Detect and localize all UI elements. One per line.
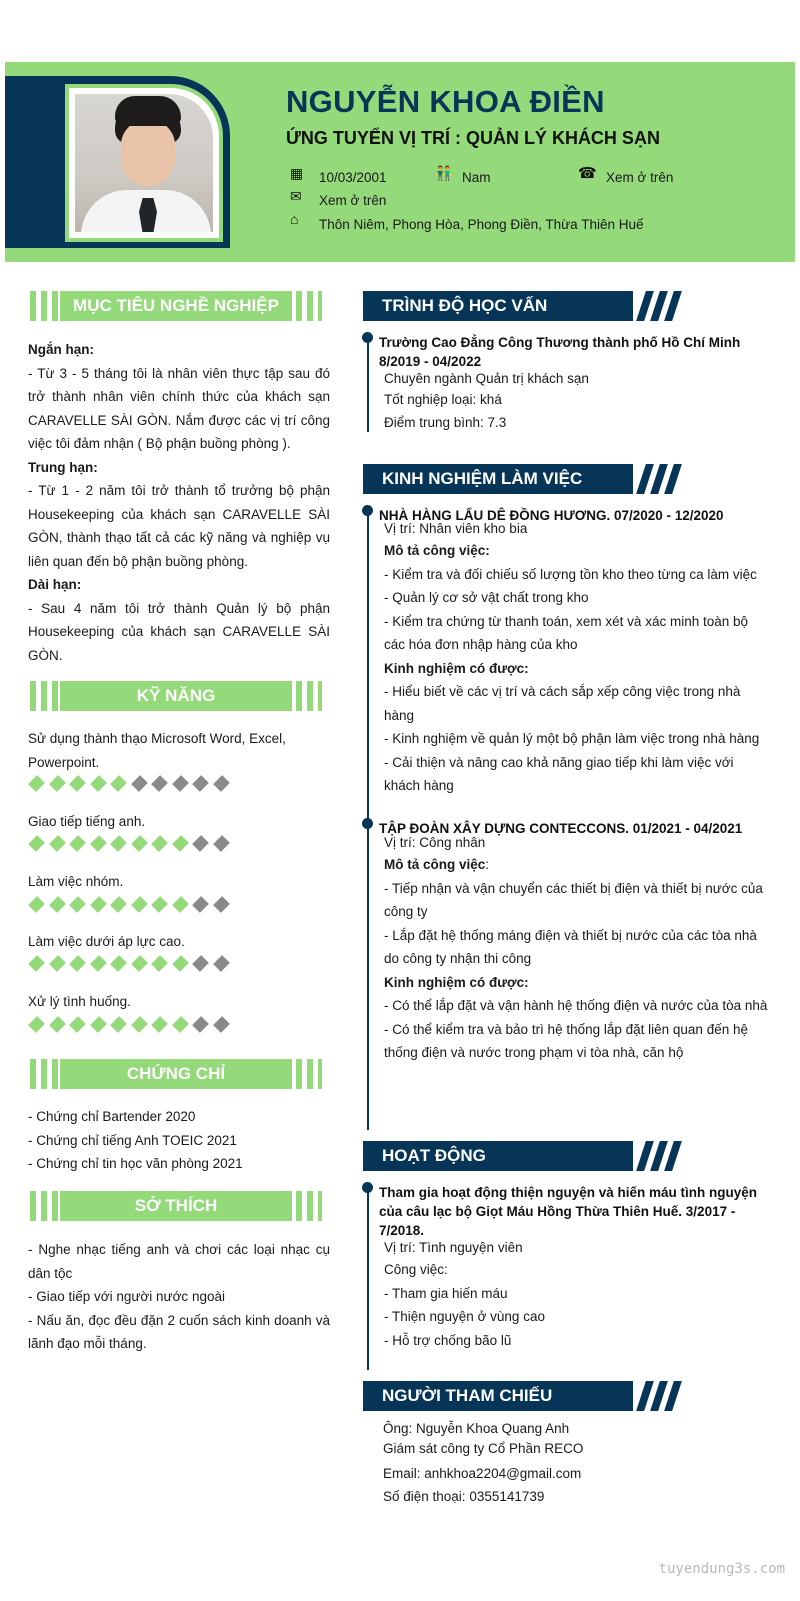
rating-diamond-filled <box>28 775 45 792</box>
list-item: - Chứng chỉ Bartender 2020 <box>28 1109 196 1124</box>
list-item: - Cải thiện và nâng cao khả năng giao tiếp khi làm việc với khách hàng <box>384 754 734 793</box>
profile-photo <box>75 94 213 232</box>
education-major: Chuyên ngành Quản trị khách sạn <box>384 371 589 386</box>
timeline-dot <box>362 818 373 829</box>
email: Xem ở trên <box>319 193 387 208</box>
rating-diamond-filled <box>131 835 148 852</box>
rating-diamond-empty <box>213 775 230 792</box>
rating-diamond-filled <box>49 775 66 792</box>
certificate-list <box>28 1105 330 1176</box>
section-header-reference <box>363 1381 687 1411</box>
list-item: - Có thể lắp đặt và vận hành hệ thống điện và nước của tòa nhà <box>384 998 768 1013</box>
rating-diamond-filled <box>172 955 189 972</box>
objective-short-label: Ngắn hạn: <box>28 342 94 357</box>
job-details <box>384 833 769 1065</box>
address: Thôn Niêm, Phong Hòa, Phong Điền, Thừa Thiên Huế <box>319 217 644 232</box>
education-school <box>379 333 764 371</box>
home-icon: ⌂ <box>290 211 299 227</box>
rating-diamond-empty <box>192 1016 209 1033</box>
rating-diamond-filled <box>49 896 66 913</box>
reference-name: Ông: Nguyễn Khoa Quang Anh <box>383 1421 570 1436</box>
rating-diamond-filled <box>69 775 86 792</box>
list-item: - Kiểm tra và đối chiếu số lượng tồn kho theo từng ca làm việc <box>384 566 757 582</box>
section-header-activities <box>363 1141 687 1171</box>
rating-diamond-empty <box>213 896 230 913</box>
reference-details <box>383 1419 768 1508</box>
photo-hair-top <box>115 96 181 126</box>
list-item: - Tham gia hiến máu <box>384 1285 508 1301</box>
rating-diamond-filled <box>90 955 107 972</box>
section-title: MỤC TIÊU NGHỀ NGHIỆP <box>60 291 292 321</box>
list-item: - Thiện nguyện ở vùng cao <box>384 1309 545 1324</box>
list-item: - Chứng chỉ tiếng Anh TOEIC 2021 <box>28 1132 237 1148</box>
rating-diamond-filled <box>90 775 107 792</box>
section-header-objective <box>30 291 322 321</box>
rating-diamond-empty <box>172 775 189 792</box>
rating-diamond-empty <box>192 955 209 972</box>
rating-diamond-empty <box>192 775 209 792</box>
section-header-experience <box>363 464 687 494</box>
rating-diamond-empty <box>192 896 209 913</box>
list-item: - Kiểm tra chứng từ thanh toán, xem xét và xác minh toàn bộ các hóa đơn nhập hàng của kho <box>384 613 749 652</box>
rating-diamond-filled <box>90 1016 107 1033</box>
skill-label: Làm việc nhóm. <box>28 874 124 889</box>
job-gain-label: Kinh nghiệm có được: <box>384 974 529 990</box>
skill-label: Làm việc dưới áp lực cao. <box>28 934 185 949</box>
section-header-skills <box>30 681 322 711</box>
list-item: - Nghe nhạc tiếng anh và chơi các loại nhạc cụ dân tộc <box>28 1242 330 1281</box>
job-gain-label: Kinh nghiệm có được: <box>384 660 529 676</box>
rating-diamond-empty <box>213 835 230 852</box>
rating-diamond-filled <box>28 955 45 972</box>
rating-diamond-empty <box>213 955 230 972</box>
objective-long-label: Dài hạn: <box>28 577 82 592</box>
rating-diamond-filled <box>151 835 168 852</box>
education-details <box>384 368 769 433</box>
list-item: - Giao tiếp với người nước ngoài <box>28 1289 225 1304</box>
objective-long-text: - Sau 4 năm tôi trở thành Quản lý bộ phận Housekeeping của khách sạn CARAVELLE SÀI GÒN. <box>28 600 330 663</box>
rating-diamond-filled <box>151 896 168 913</box>
job-role: Vị trí: Công nhân <box>384 835 486 850</box>
skill-label: Sử dụng thành thạo Microsoft Word, Excel, Powerpoint. <box>28 731 286 770</box>
section-title: CHỨNG CHỈ <box>60 1059 292 1089</box>
timeline-dot <box>362 332 373 343</box>
rating-diamond-empty <box>192 835 209 852</box>
timeline-dot <box>362 505 373 516</box>
rating-diamond-filled <box>110 955 127 972</box>
activity-tasks-label: Công việc: <box>384 1262 448 1277</box>
applied-position: ỨNG TUYỂN VỊ TRÍ : QUẢN LÝ KHÁCH SẠN <box>286 128 660 148</box>
objective-mid-label: Trung hạn: <box>28 459 98 475</box>
rating-diamond-empty <box>151 775 168 792</box>
rating-diamond-filled <box>110 896 127 913</box>
job-desc-label: Mô tả công việc: <box>384 543 490 558</box>
timeline-line <box>367 338 369 432</box>
rating-diamond-empty <box>213 1016 230 1033</box>
rating-diamond-filled <box>28 1016 45 1033</box>
section-title: SỞ THÍCH <box>60 1191 292 1221</box>
rating-diamond-filled <box>172 835 189 852</box>
rating-diamond-filled <box>131 896 148 913</box>
skill-label: Giao tiếp tiếng anh. <box>28 814 146 829</box>
rating-diamond-filled <box>110 835 127 852</box>
list-item: - Nấu ăn, đọc đều đặn 2 cuốn sách kinh doanh và lãnh đạo mỗi tháng. <box>28 1312 330 1351</box>
job-heading: TẬP ĐOÀN XÂY DỰNG CONTECCONS. 01/2021 - 04/2021 <box>379 821 743 836</box>
job-role: Vị trí: Nhân viên kho bia <box>384 521 528 536</box>
education-grade: Tốt nghiệp loại: khá <box>384 392 502 407</box>
avatar <box>65 84 223 242</box>
job-heading: NHÀ HÀNG LẨU DÊ ĐỒNG HƯƠNG. 07/2020 - 12/2020 <box>379 508 724 523</box>
skill-label: Xử lý tình huống. <box>28 994 131 1009</box>
rating-diamond-filled <box>49 835 66 852</box>
phone-icon: ☎ <box>578 165 597 182</box>
section-title: NGƯỜI THAM CHIẾU <box>363 1381 633 1411</box>
rating-diamond-filled <box>131 1016 148 1033</box>
list-item: - Hiểu biết về các vị trí và cách sắp xếp công việc trong nhà hàng <box>384 684 741 723</box>
reference-email: Email: anhkhoa2204@gmail.com <box>383 1466 582 1481</box>
rating-diamond-filled <box>110 1016 127 1033</box>
rating-diamond-filled <box>49 955 66 972</box>
list-item: - Lắp đặt hệ thống máng điện và thiết bị nước của các tòa nhà do công ty nhận thi công <box>384 927 757 966</box>
job-desc-label: Mô tả công việc <box>384 857 486 872</box>
photo-face <box>121 120 175 186</box>
activity-role: Vị trí: Tình nguyện viên <box>384 1240 523 1255</box>
objective-short-text: - Từ 3 - 5 tháng tôi là nhân viên thực tập sau đó trở thành nhân viên chính thức của khách sạn CARAVELLE SÀI GÒN. Nắm được các vị trí công việc tôi đảm nhận ( Bộ phận buồng phòng ). <box>28 365 330 451</box>
list-item: - Quản lý cơ sở vật chất trong kho <box>384 590 589 605</box>
watermark: tuyendung3s.com <box>658 1561 785 1577</box>
rating-diamond-filled <box>69 835 86 852</box>
rating-diamond-filled <box>69 896 86 913</box>
colon: : <box>485 857 490 872</box>
rating-diamond-filled <box>110 775 127 792</box>
reference-job: Giám sát công ty Cổ Phần RECO <box>383 1441 584 1456</box>
rating-diamond-filled <box>28 835 45 852</box>
hobby-list <box>28 1238 330 1356</box>
rating-diamond-filled <box>49 1016 66 1033</box>
activity-heading: Tham gia hoạt động thiện nguyện và hiến máu tình nguyện của câu lạc bộ Giọt Máu Hồng Thừa Thiên Huế. 3/2017 - 7/2018. <box>379 1185 758 1238</box>
section-header-certificates <box>30 1059 322 1089</box>
birthdate: 10/03/2001 <box>319 170 387 185</box>
calendar-icon: ▦ <box>290 165 304 181</box>
rating-diamond-filled <box>90 896 107 913</box>
rating-diamond-filled <box>151 1016 168 1033</box>
timeline-line <box>367 1186 369 1370</box>
section-title: HOẠT ĐỘNG <box>363 1141 633 1171</box>
section-title: KỸ NĂNG <box>60 681 292 711</box>
job-details <box>384 519 769 798</box>
education-gpa: Điểm trung bình: 7.3 <box>384 415 507 430</box>
school-name: Trường Cao Đẳng Công Thương thành phố Hồ Chí Minh <box>379 335 741 350</box>
rating-diamond-filled <box>151 955 168 972</box>
email-icon: ✉ <box>290 188 302 204</box>
rating-diamond-filled <box>172 896 189 913</box>
objective-mid-text: - Từ 1 - 2 năm tôi trở thành tổ trưởng bộ phận Housekeeping của khách sạn CARAVELLE SÀI GÒN, thành thạo tất cả các kỹ năng và nghiệp vụ liên quan đến bộ phận buồng phòng. <box>28 483 330 569</box>
section-title: TRÌNH ĐỘ HỌC VẤN <box>363 291 633 321</box>
list-item: - Tiếp nhận và vận chuyển các thiết bị điện và thiết bị nước của công ty <box>384 880 763 919</box>
section-header-hobbies <box>30 1191 322 1221</box>
rating-diamond-filled <box>69 955 86 972</box>
candidate-name: NGUYỄN KHOA ĐIỀN <box>286 84 605 119</box>
rating-diamond-filled <box>90 835 107 852</box>
rating-diamond-filled <box>69 1016 86 1033</box>
rating-diamond-filled <box>172 1016 189 1033</box>
activity-details <box>384 1238 769 1352</box>
reference-phone: Số điện thoại: 0355141739 <box>383 1489 545 1504</box>
list-item: - Có thể kiểm tra và bảo trì hệ thống lắp đặt liên quan đến hệ thống điện và nước trong phạm vi tòa nhà, căn hộ <box>384 1021 748 1060</box>
timeline-dot <box>362 1182 373 1193</box>
rating-diamond-empty <box>131 775 148 792</box>
section-title: KINH NGHIỆM LÀM VIỆC <box>363 464 633 494</box>
gender: Nam <box>462 170 491 185</box>
list-item: - Kinh nghiệm về quản lý một bộ phận làm việc trong nhà hàng <box>384 731 760 746</box>
list-item: - Hỗ trợ chống bão lũ <box>384 1332 512 1348</box>
list-item: - Chứng chỉ tin học văn phòng 2021 <box>28 1156 243 1171</box>
phone: Xem ở trên <box>606 170 674 185</box>
rating-diamond-filled <box>28 896 45 913</box>
school-period: 8/2019 - 04/2022 <box>379 354 482 369</box>
rating-diamond-filled <box>131 955 148 972</box>
objective-text <box>28 338 330 667</box>
photo-tie <box>139 198 157 232</box>
gender-icon: 👬 <box>435 165 453 181</box>
section-header-education <box>363 291 687 321</box>
